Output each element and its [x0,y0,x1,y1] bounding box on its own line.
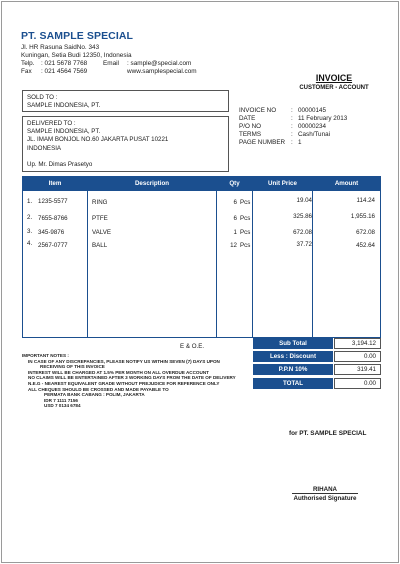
invoice-page [1,1,399,563]
item-unit: Pcs [240,229,251,236]
contact-row-fax [21,68,197,75]
item-qty: 6 [233,215,237,222]
item-description: BALL [92,242,108,249]
col-header-amount: Amount [334,180,359,187]
email-label: Email [103,60,119,67]
item-amount: 452.64 [356,242,375,249]
signature-line [292,493,358,494]
col-header-qty: Qty [229,180,240,187]
fax-value: : 021 4564 7569 [41,68,88,75]
item-unit-price: 37.72 [296,241,312,248]
note-line: RECEIVING OF THIS INVOICE [40,364,105,370]
note-line: PERMATA BANK CABANG : POLIM, JAKARTA [44,392,145,398]
meta-colon: : [291,123,293,130]
item-unit-price: 19.04 [296,197,312,204]
meta-row-page-number [239,139,347,147]
total-value: 0.00 [334,351,381,362]
total-label: Less : Discount [253,351,333,362]
note-line: IDR 7 1111 7156 [44,397,78,403]
notes-title: IMPORTANT NOTES : [22,353,69,358]
sold-to-name: SAMPLE INDONESIA, PT. [27,102,101,110]
invoice-meta [239,107,347,147]
item-unit-price: 672.08 [293,229,312,236]
meta-label: P/O NO [239,123,262,130]
delivered-to-box [22,116,229,172]
item-unit-price: 325.86 [293,213,312,220]
item-qty: 6 [233,199,237,206]
fax-label: Fax [21,68,32,75]
row-number: 1. [27,198,33,205]
total-value: 0.00 [334,378,381,389]
company-address-line2: Kuningan, Setia Budi 12350, Indonesia [21,52,132,59]
company-address-line1: Jl. HR Rasuna SaidNo. 343 [21,44,100,51]
contact-row-telp [21,60,191,67]
items-table-header [23,177,380,191]
note-line: INTEREST WILL BE CHARGED AT 1.5% PER MONTH ON ALL OVERDUE ACCOUNT [28,369,209,375]
signer-name: RIHANA [312,486,338,493]
col-header-unit-price: Unit Price [268,180,297,187]
meta-value: 11 February 2013 [298,115,348,122]
table-row [23,198,380,210]
row-number: 4. [27,240,33,247]
for-company-label: for PT. SAMPLE SPECIAL [289,430,367,437]
item-amount: 1,955.16 [350,213,375,220]
meta-value: 1 [298,139,302,146]
table-row [23,240,380,252]
table-row [23,214,380,226]
table-row [23,228,380,240]
item-code: 2567-0777 [38,242,68,249]
note-line: N.E.G - NEAREST EQUIVALENT GRADE WITHOUT PREJUDICE FOR REFERENCE ONLY [28,380,220,386]
total-value: 319.41 [334,364,381,375]
meta-colon: : [291,131,293,138]
company-name: PT. SAMPLE SPECIAL [21,30,134,42]
items-table [22,176,381,338]
item-qty: 12 [230,242,237,249]
meta-label: DATE [239,115,256,122]
meta-value: 00000145 [298,107,327,114]
document-subtitle: CUSTOMER - ACCOUNT [299,85,369,91]
important-notes [22,353,236,409]
item-description: RING [92,199,108,206]
signature-title: Authorised Signature [293,495,357,502]
delivered-to-attention: Up. Mr. Dimas Prasetyo [27,160,93,168]
meta-label: INVOICE NO [239,107,277,114]
total-label: TOTAL [253,378,333,389]
row-number: 2. [27,214,33,221]
meta-colon: : [291,139,293,146]
col-header-description: Description [134,180,170,187]
eoe-note: E & O.E. [180,343,205,350]
telp-value: : 021 5678 7768 [41,60,88,67]
delivered-to-country: INDONESIA [27,144,62,152]
item-unit: Pcs [240,215,251,222]
meta-row-date [239,115,347,123]
meta-row-terms [239,131,347,139]
item-description: PTFE [92,215,108,222]
item-code: 7655-8766 [38,215,68,222]
meta-colon: : [291,107,293,114]
meta-value: Cash/Tunai [298,131,330,138]
email-value: : sample@special.com [127,60,192,67]
note-line: ALL CHEQUES SHOULD BE CROSSED AND MADE PAYABLE TO [28,386,169,392]
meta-label: PAGE NUMBER [239,139,286,146]
document-title: INVOICE [315,73,353,83]
meta-colon: : [291,115,293,122]
row-number: 3. [27,228,33,235]
meta-row-invoice-no [239,107,347,115]
delivered-to-label: DELIVERED TO : [27,120,76,127]
delivered-to-address: JL. IMAM BONJOL NO.60 JAKARTA PUSAT 10221 [27,136,169,144]
meta-row-po-no [239,123,347,131]
meta-value: 00000234 [298,123,327,130]
item-unit: Pcs [240,242,251,249]
website-value: www.samplespecial.com [127,68,197,75]
meta-label: TERMS [239,131,262,138]
item-qty: 1 [233,229,237,236]
delivered-to-name: SAMPLE INDONESIA, PT. [27,128,101,136]
note-line: NO CLAIMS WILL BE ENTERTAINED AFTER 3 WORKING DAYS FROM THE DATE OF DELIVERY [28,375,236,381]
item-description: VALVE [92,229,112,236]
sold-to-box [22,90,229,112]
item-amount: 672.08 [356,229,375,236]
item-amount: 114.24 [356,197,375,204]
note-line: USD 7 0134 6784 [44,403,81,409]
total-label: P.P.N 10% [253,364,333,375]
item-code: 1235-5577 [38,198,68,205]
total-label: Sub Total [253,338,333,349]
sold-to-label: SOLD TO : [27,94,58,101]
total-value: 3,194.12 [334,338,381,349]
item-code: 345-9876 [38,229,65,236]
col-header-item: Item [48,180,62,187]
note-line: IN CASE OF ANY DISCREPANCIES, PLEASE NOTIFY US WITHIN SEVEN (7) DAYS UPON [28,358,220,364]
item-unit: Pcs [240,199,251,206]
telp-label: Telp. [21,60,35,67]
